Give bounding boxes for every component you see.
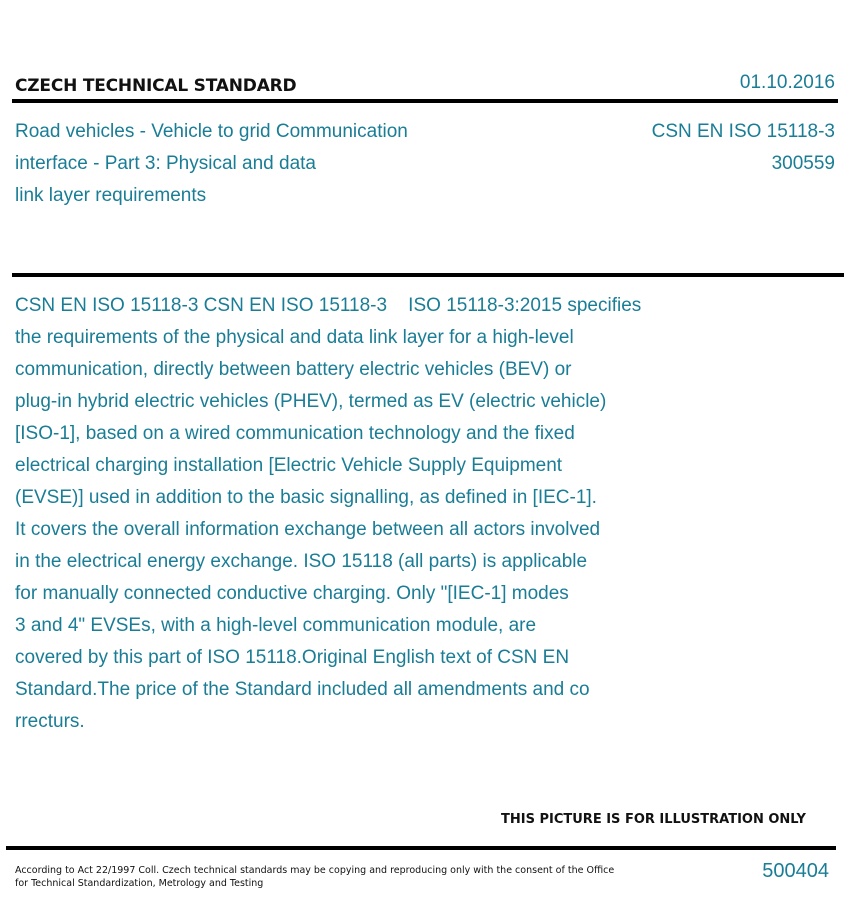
legal-notice-line: for Technical Standardization, Metrology and Testing: [15, 878, 264, 889]
abstract-line: It covers the overall information exchange between all actors involved: [15, 519, 601, 540]
legal-notice-line: According to Act 22/1997 Coll. Czech technical standards may be copying and reproducing only with the consent of the Office: [15, 865, 615, 876]
standard-title-line: Road vehicles - Vehicle to grid Communication: [15, 121, 408, 142]
abstract-line: plug-in hybrid electric vehicles (PHEV), termed as EV (electric vehicle): [15, 391, 607, 412]
standard-identifiers: [652, 116, 835, 180]
standard-designation: CSN EN ISO 15118-3: [651, 121, 835, 142]
abstract-line: rrecturs.: [15, 711, 85, 732]
abstract-line: CSN EN ISO 15118-3 CSN EN ISO 15118-3 ISO 15118-3:2015 specifies: [15, 295, 642, 316]
abstract-line: Standard.The price of the Standard included all amendments and co: [15, 679, 590, 700]
abstract-line: for manually connected conductive charging. Only "[IEC-1] modes: [15, 583, 569, 604]
header-divider: [12, 99, 838, 103]
abstract-line: 3 and 4" EVSEs, with a high-level communication module, are: [15, 615, 537, 636]
abstract-line: in the electrical energy exchange. ISO 15118 (all parts) is applicable: [15, 551, 588, 572]
abstract-line: electrical charging installation [Electric Vehicle Supply Equipment: [15, 455, 563, 476]
standard-title-line: link layer requirements: [15, 185, 207, 206]
abstract-text: [15, 290, 835, 738]
footer-divider: [6, 846, 836, 850]
legal-notice: [15, 864, 614, 890]
abstract-line: the requirements of the physical and data link layer for a high-level: [15, 327, 574, 348]
publication-date: 01.10.2016: [739, 72, 835, 93]
abstract-line: covered by this part of ISO 15118.Original English text of CSN EN: [15, 647, 570, 668]
title-divider: [12, 273, 844, 277]
abstract-line: communication, directly between battery electric vehicles (BEV) or: [15, 359, 572, 380]
illustration-disclaimer: THIS PICTURE IS FOR ILLUSTRATION ONLY: [501, 812, 806, 827]
abstract-line: (EVSE)] used in addition to the basic signalling, as defined in [IEC-1].: [15, 487, 597, 508]
standard-title-line: interface - Part 3: Physical and data: [15, 153, 316, 174]
abstract-line: [ISO-1], based on a wired communication technology and the fixed: [15, 423, 575, 444]
document-code: 500404: [762, 860, 829, 882]
document-type-heading: CZECH TECHNICAL STANDARD: [15, 76, 297, 96]
standard-title: [15, 116, 408, 212]
catalog-number: 300559: [771, 153, 835, 174]
